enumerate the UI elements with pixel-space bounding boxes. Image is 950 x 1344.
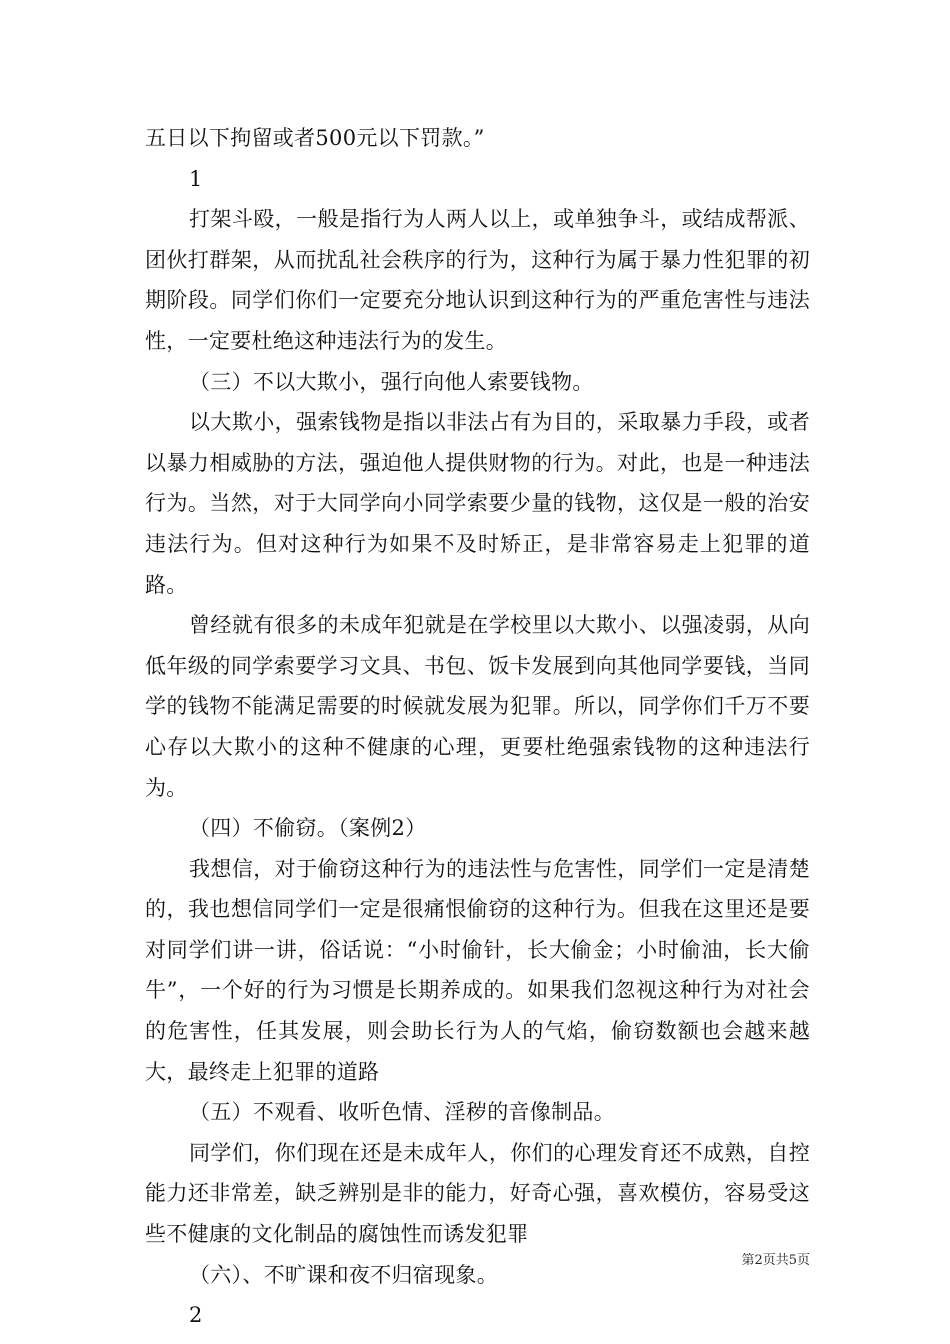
inline-page-number: 2 [189, 1303, 203, 1328]
section-heading-5: （五）不观看、收听色情、淫秽的音像制品。 [189, 1100, 615, 1125]
page-footer: 第2页共5页 [741, 1253, 810, 1268]
paragraph-media: 同学们，你们现在还是未成年人，你们的心理发育还不成熟，自控能力还非常差，缺乏辨别是非的能力，好奇心强，喜欢模仿，容易受这些不健康的文化制品的腐蚀性而诱发犯罪 [145, 1140, 810, 1247]
section-heading-4: （四）不偷窃。（案例2） [189, 816, 427, 841]
paragraph-extortion: 以大欺小，强索钱物是指以非法占有为目的，采取暴力手段，或者以暴力相威胁的方法，强迫他人提供财物的行为。对此，也是一种违法行为。当然，对于大同学向小同学索要少量的钱物，这仅是一般的治安违法行为。但对这种行为如果不及时矫正，是非常容易走上犯罪的道路。 [145, 410, 810, 597]
document-body [145, 118, 810, 1336]
paragraph-stealing: 我想信，对于偷窃这种行为的违法性与危害性，同学们一定是清楚的，我也想信同学们一定是很痛恨偷窃的这种行为。但我在这里还是要对同学们讲一讲，俗话说：“小时偷针，长大偷金；小时偷油，长大偷牛”，一个好的行为习惯是长期养成的。如果我们忽视这种行为对社会的危害性，任其发展，则会助长行为人的气焰，偷窃数额也会越来越大，最终走上犯罪的道路 [145, 856, 810, 1084]
section-heading-3: （三）不以大欺小，强行向他人索要钱物。 [189, 369, 594, 394]
inline-page-number: 1 [189, 166, 203, 191]
paragraph-continuation: 五日以下拘留或者500元以下罚款。” [145, 126, 485, 150]
section-heading-6: （六）、不旷课和夜不归宿现象。 [189, 1262, 498, 1287]
paragraph-juvenile-crime: 曾经就有很多的未成年犯就是在学校里以大欺小、以强凌弱，从向低年级的同学索要学习文具、书包、饭卡发展到向其他同学要钱，当同学的钱物不能满足需要的时候就发展为犯罪。所以，同学你们千万不要心存以大欺小的这种不健康的心理，更要杜绝强索钱物的这种违法行为。 [145, 613, 810, 800]
paragraph-fighting: 打架斗殴，一般是指行为人两人以上，或单独争斗，或结成帮派、团伙打群架，从而扰乱社会秩序的行为，这种行为属于暴力性犯罪的初期阶段。同学们你们一定要充分地认识到这种行为的严重危害性与违法性，一定要杜绝这种违法行为的发生。 [145, 207, 810, 353]
